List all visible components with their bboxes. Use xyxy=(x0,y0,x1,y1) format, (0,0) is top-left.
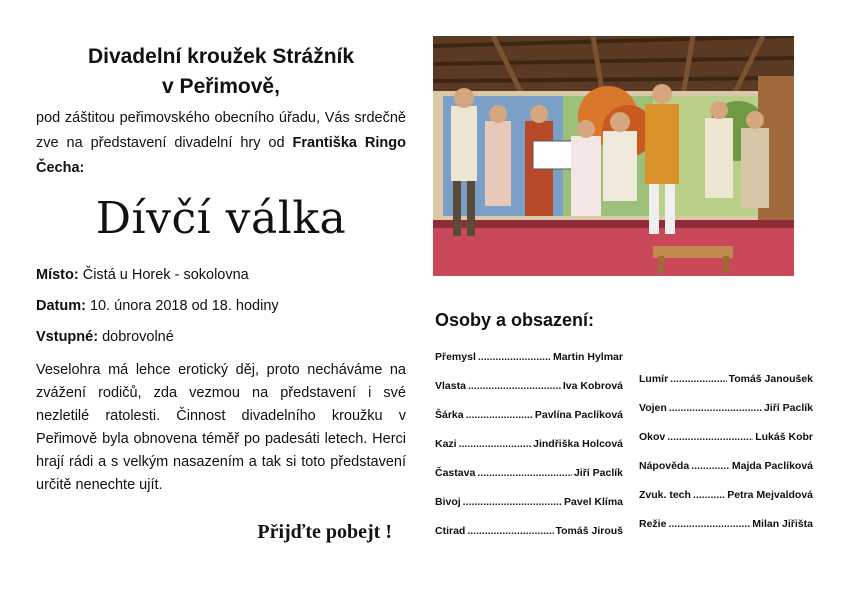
author-name: Františka Ringo Čecha: xyxy=(36,135,406,176)
dot-leader xyxy=(669,402,762,414)
cast-actor: Jindřiška Holcová xyxy=(533,438,623,450)
place-row xyxy=(36,260,406,291)
cast-actor: Iva Kobrová xyxy=(562,380,623,392)
organizer-title xyxy=(36,42,406,102)
cast-row xyxy=(435,351,623,380)
poster-left-column xyxy=(36,36,406,544)
dot-leader xyxy=(667,431,753,443)
dot-leader xyxy=(468,380,561,392)
cast-row xyxy=(435,525,623,554)
cast-row xyxy=(639,518,813,547)
cast-actor: Jiří Paclík xyxy=(573,467,623,479)
cast-role: Kazi xyxy=(435,438,457,450)
cast-role: Bivoj xyxy=(435,496,461,508)
cast-actor: Pavlína Paclíková xyxy=(534,409,623,421)
invitation-text xyxy=(36,106,406,181)
cast-actor: Majda Paclíková xyxy=(731,460,813,472)
cast-role: Vlasta xyxy=(435,380,466,392)
cast-row xyxy=(639,431,813,460)
organizer-line-2: v Peřimově, xyxy=(162,75,280,98)
cast-role: Přemysl xyxy=(435,351,476,363)
cast-row xyxy=(435,380,623,409)
cast-row xyxy=(639,489,813,518)
date-label: Datum: xyxy=(36,298,86,314)
cast-role: Vojen xyxy=(639,402,667,414)
call-to-action: Přijďte pobejt ! xyxy=(257,521,392,543)
stage-photo xyxy=(433,36,794,276)
place-value: Čistá u Horek - sokolovna xyxy=(82,267,249,283)
date-row xyxy=(36,291,406,322)
dot-leader xyxy=(693,489,725,501)
cast-row xyxy=(435,409,623,438)
cast-role: Šárka xyxy=(435,409,464,421)
cast-actor: Tomáš Jirouš xyxy=(555,525,623,537)
cast-actor: Milan Jiřišta xyxy=(752,518,813,530)
cast-role: Režie xyxy=(639,518,667,530)
event-info xyxy=(36,260,406,353)
cast-actor: Petra Mejvaldová xyxy=(727,489,813,501)
cast-row xyxy=(639,460,813,489)
dot-leader xyxy=(670,373,726,385)
invitation-sentence: pod záštitou peřimovského obecního úřadu, Vás srdečně zve na představení divadelní hry od xyxy=(36,110,406,151)
cast-row xyxy=(435,467,623,496)
description-paragraph: Veselohra má lehce erotický děj, proto necháváme na zvážení rodičů, zda vezmou na představení i své nezletilé ratolesti. Činnost divadelního kroužku v Peřimově byla obnovena téměř po padesáti letech. Herci hrají rádi a s velkým nasazením a tak si toto představení určitě nenechte ujít. xyxy=(36,362,406,493)
cast-row xyxy=(435,496,623,525)
cast-actor: Martin Hylmar xyxy=(552,351,623,363)
cast-role: Ctirad xyxy=(435,525,466,537)
dot-leader xyxy=(466,409,533,421)
entry-value: dobrovolné xyxy=(102,329,174,345)
dot-leader xyxy=(691,460,730,472)
cast-row xyxy=(435,438,623,467)
cast-role: Okov xyxy=(639,431,666,443)
dot-leader xyxy=(459,438,532,450)
dot-leader xyxy=(477,467,572,479)
cast-column-1 xyxy=(435,351,623,554)
cast-role: Lumír xyxy=(639,373,669,385)
entry-row xyxy=(36,322,406,353)
dot-leader xyxy=(478,351,551,363)
cast-role: Častava xyxy=(435,467,476,479)
entry-label: Vstupné: xyxy=(36,329,99,345)
organizer-line-1: Divadelní kroužek Strážník xyxy=(87,45,355,68)
date-value: 10. února 2018 od 18. hodiny xyxy=(89,298,279,314)
play-title: Dívčí válka xyxy=(95,193,347,244)
cast-column-2 xyxy=(639,373,813,547)
cast-role: Zvuk. tech xyxy=(639,489,691,501)
cast-actor: Tomáš Janoušek xyxy=(728,373,813,385)
cast-row xyxy=(639,373,813,402)
cast-row xyxy=(639,402,813,431)
dot-leader xyxy=(467,525,553,537)
dot-leader xyxy=(463,496,562,508)
cast-heading: Osoby a obsazení: xyxy=(435,310,595,330)
cast-actor: Pavel Klíma xyxy=(564,496,623,508)
cast-actor: Jiří Paclík xyxy=(763,402,813,414)
cast-actor: Lukáš Kobr xyxy=(755,431,813,443)
dot-leader xyxy=(668,518,750,530)
cast-role: Nápověda xyxy=(639,460,690,472)
place-label: Místo: xyxy=(36,267,79,283)
